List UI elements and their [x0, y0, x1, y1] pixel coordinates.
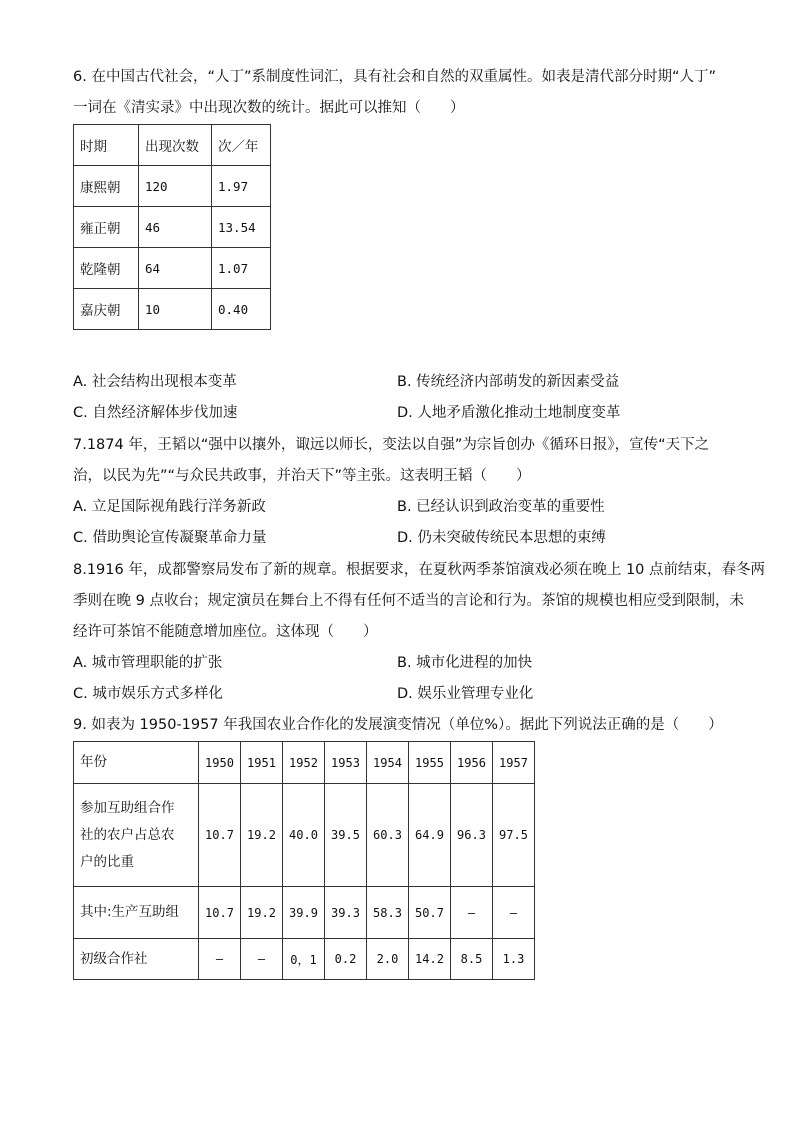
table-header-cell: 1956	[451, 742, 493, 784]
table-cell: 2.0	[367, 939, 409, 980]
q9-table	[73, 741, 535, 980]
q7-stem-line-2: 治，以民为先”“与众民共政事，并治天下”等主张。这表明王韬（ ）	[73, 468, 531, 484]
q8-stem-line-2: 季则在晚 9 点收台；规定演员在舞台上不得有任何不适当的言论和行为。茶馆的规模也相应受到限制，未	[73, 593, 744, 609]
q8-option-c: C. 城市娱乐方式多样化	[73, 686, 223, 702]
q6-stem-line-1: 6. 在中国古代社会，“人丁”系制度性词汇，具有社会和自然的双重属性。如表是清代部分时期“人丁”	[73, 69, 716, 85]
q7-option-c: C. 借助舆论宣传凝聚革命力量	[73, 530, 267, 546]
table-cell: 39.5	[325, 784, 367, 887]
table-cell: 64	[139, 248, 212, 289]
row-label-line: 社的农户占总农	[80, 826, 175, 843]
table-row	[74, 939, 535, 980]
table-cell: 嘉庆朝	[74, 289, 139, 330]
table-cell: 46	[139, 207, 212, 248]
table-cell: 58.3	[367, 887, 409, 939]
table-cell: 120	[139, 166, 212, 207]
table-cell: 14.2	[409, 939, 451, 980]
table-row	[74, 784, 535, 887]
row-label-cell	[74, 784, 199, 887]
q8-option-b: B. 城市化进程的加快	[397, 655, 533, 671]
table-cell: 39.9	[283, 887, 325, 939]
q8-option-a: A. 城市管理职能的扩张	[73, 655, 223, 671]
table-cell: 0.2	[325, 939, 367, 980]
table-header-row	[74, 742, 535, 784]
table-header-cell: 次／年	[212, 125, 271, 166]
table-header-cell: 时期	[74, 125, 139, 166]
table-row	[74, 207, 271, 248]
row-label-line: 其中:生产互助组	[80, 904, 180, 920]
q7-stem-line-1: 7.1874 年，王韬以“强中以攘外，诹远以师长，变法以自强”为宗旨创办《循环日报》，宣传“天下之	[73, 437, 710, 453]
table-cell: 19.2	[241, 784, 283, 887]
row-label-line: 参加互助组合作	[80, 799, 175, 816]
table-cell: 1.07	[212, 248, 271, 289]
table-cell: 1.97	[212, 166, 271, 207]
table-cell: —	[199, 939, 241, 980]
table-cell: —	[451, 887, 493, 939]
table-cell: 康熙朝	[74, 166, 139, 207]
row-label-cell	[74, 887, 199, 939]
table-header-cell: 1957	[493, 742, 535, 784]
q9-stem-line-1: 9. 如表为 1950-1957 年我国农业合作化的发展演变情况（单位%）。据此下列说法正确的是（ ）	[73, 717, 723, 733]
row-label-line: 初级合作社	[80, 950, 148, 967]
table-header-cell: 1953	[325, 742, 367, 784]
table-cell: 10	[139, 289, 212, 330]
q6-option-b: B. 传统经济内部萌发的新因素受益	[397, 374, 620, 390]
table-header-cell: 年份	[74, 742, 199, 784]
table-cell: 雍正朝	[74, 207, 139, 248]
q6-option-c: C. 自然经济解体步伐加速	[73, 405, 238, 421]
table-cell: 8.5	[451, 939, 493, 980]
q6-option-d: D. 人地矛盾激化推动土地制度变革	[397, 405, 621, 421]
q7-option-d: D. 仍未突破传统民本思想的束缚	[397, 530, 606, 546]
table-header-cell: 1954	[367, 742, 409, 784]
table-cell: 0，1	[283, 939, 325, 980]
table-cell: 60.3	[367, 784, 409, 887]
table-row	[74, 248, 271, 289]
q6-stem-line-2: 一词在《清实录》中出现次数的统计。据此可以推知（ ）	[73, 100, 465, 116]
q8-option-d: D. 娱乐业管理专业化	[397, 686, 534, 702]
table-cell: 10.7	[199, 887, 241, 939]
table-cell: 0.40	[212, 289, 271, 330]
table-header-cell: 1950	[199, 742, 241, 784]
table-row	[74, 166, 271, 207]
q7-option-a: A. 立足国际视角践行洋务新政	[73, 499, 266, 515]
table-cell: 40.0	[283, 784, 325, 887]
table-cell: 50.7	[409, 887, 451, 939]
table-cell: 64.9	[409, 784, 451, 887]
table-header-cell: 出现次数	[139, 125, 212, 166]
table-cell: 39.3	[325, 887, 367, 939]
table-row	[74, 887, 535, 939]
table-cell: 乾隆朝	[74, 248, 139, 289]
table-cell: 19.2	[241, 887, 283, 939]
table-header-cell: 1952	[283, 742, 325, 784]
table-cell: 96.3	[451, 784, 493, 887]
table-cell: 10.7	[199, 784, 241, 887]
row-label-cell	[74, 939, 199, 980]
table-cell: 97.5	[493, 784, 535, 887]
table-header-row	[74, 125, 271, 166]
table-row	[74, 289, 271, 330]
q8-stem-line-1: 8.1916 年，成都警察局发布了新的规章。根据要求，在夏秋两季茶馆演戏必须在晚上 10 点前结束，春冬两	[73, 562, 766, 578]
table-cell: —	[493, 887, 535, 939]
table-header-cell: 1951	[241, 742, 283, 784]
q7-option-b: B. 已经认识到政治变革的重要性	[397, 499, 605, 515]
table-cell: —	[241, 939, 283, 980]
q6-table	[73, 124, 271, 330]
table-cell: 1.3	[493, 939, 535, 980]
q8-stem-line-3: 经许可茶馆不能随意增加座位。这体现（ ）	[73, 624, 378, 640]
q6-option-a: A. 社会结构出现根本变革	[73, 374, 237, 390]
row-label-line: 户的比重	[80, 853, 134, 870]
table-header-cell: 1955	[409, 742, 451, 784]
table-cell: 13.54	[212, 207, 271, 248]
